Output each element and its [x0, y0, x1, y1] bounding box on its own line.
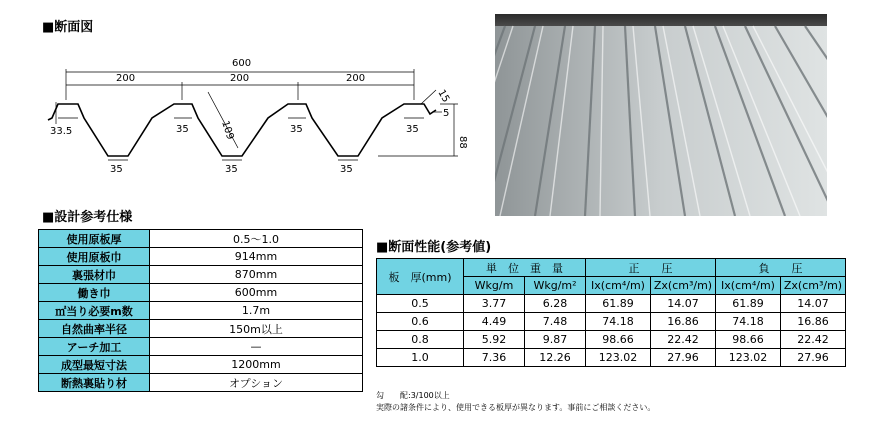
- perf-header-row-1: [377, 259, 846, 277]
- dim-bot3-label: 35: [340, 164, 353, 175]
- spec-row: [39, 284, 363, 302]
- perf-thickness-cell: 0.6: [377, 313, 464, 331]
- spec-label: 使用原板厚: [39, 230, 150, 248]
- perf-value-cell: 61.89: [716, 295, 781, 313]
- dim-slope-label: 109: [219, 119, 236, 142]
- spec-label: アーチ加工: [39, 338, 150, 356]
- perf-row: [377, 349, 846, 367]
- perf-sub-wkgm2: Wkg/m²: [525, 277, 586, 295]
- spec-label: 自然曲率半径: [39, 320, 150, 338]
- perf-value-cell: 98.66: [716, 331, 781, 349]
- spec-value: 870mm: [150, 266, 363, 284]
- spec-label: 成型最短寸法: [39, 356, 150, 374]
- spec-label: 働き巾: [39, 284, 150, 302]
- perf-value-cell: 14.07: [781, 295, 846, 313]
- roof-photo: [495, 14, 827, 216]
- perf-value-cell: 16.86: [781, 313, 846, 331]
- perf-group-positive: 正 圧: [586, 259, 716, 277]
- perf-value-cell: 16.86: [651, 313, 716, 331]
- dim-top4-label: 35: [406, 124, 419, 135]
- perf-sub-zx-neg: Zx(cm³/m): [781, 277, 846, 295]
- perf-value-cell: 27.96: [781, 349, 846, 367]
- perf-value-cell: 61.89: [586, 295, 651, 313]
- dim-lip-side-label: 5: [443, 108, 450, 119]
- spec-row: [39, 266, 363, 284]
- perf-thickness-cell: 1.0: [377, 349, 464, 367]
- spec-label: 使用原板巾: [39, 248, 150, 266]
- perf-value-cell: 27.96: [651, 349, 716, 367]
- spec-row: [39, 356, 363, 374]
- perf-thickness-cell: 0.5: [377, 295, 464, 313]
- spec-row: [39, 302, 363, 320]
- perf-value-cell: 22.42: [781, 331, 846, 349]
- spec-label: 裏張材巾: [39, 266, 150, 284]
- cross-section-drawing: [40, 52, 480, 184]
- perf-group-weight: 単 位 重 量: [464, 259, 586, 277]
- spec-table: [38, 229, 363, 392]
- perf-sub-wkgm: Wkg/m: [464, 277, 525, 295]
- spec-row: [39, 248, 363, 266]
- spec-value: 1200mm: [150, 356, 363, 374]
- spec-value: 150m以上: [150, 320, 363, 338]
- perf-value-cell: 123.02: [716, 349, 781, 367]
- perf-value-cell: 5.92: [464, 331, 525, 349]
- perf-value-cell: 6.28: [525, 295, 586, 313]
- spec-heading: ■設計参考仕様: [42, 210, 133, 225]
- perf-value-cell: 7.36: [464, 349, 525, 367]
- dim-lip-top-label: 15: [435, 88, 452, 105]
- spec-value: 600mm: [150, 284, 363, 302]
- perf-group-negative: 負 圧: [716, 259, 846, 277]
- profile-line: [48, 104, 436, 156]
- perf-heading: ■断面性能(参考値): [376, 240, 492, 255]
- dim-pitch3-label: 200: [346, 73, 366, 84]
- spec-value: オプション: [150, 374, 363, 392]
- spec-row: [39, 230, 363, 248]
- dim-pitch1-label: 200: [116, 73, 136, 84]
- perf-sub-ix-neg: Ix(cm⁴/m): [716, 277, 781, 295]
- perf-col-thickness: 板 厚(mm): [377, 259, 464, 295]
- dim-pitch2-label: 200: [230, 73, 250, 84]
- perf-value-cell: 3.77: [464, 295, 525, 313]
- dim-edge-label: 33.5: [50, 126, 73, 137]
- dim-top2-label: 35: [176, 124, 189, 135]
- spec-row: [39, 320, 363, 338]
- spec-value: —: [150, 338, 363, 356]
- dim-total-label: 600: [232, 58, 252, 69]
- spec-label: 断熱裏貼り材: [39, 374, 150, 392]
- perf-table: [376, 258, 846, 367]
- perf-value-cell: 74.18: [586, 313, 651, 331]
- spec-row: [39, 338, 363, 356]
- spec-value: 914mm: [150, 248, 363, 266]
- perf-value-cell: 98.66: [586, 331, 651, 349]
- dim-bot1-label: 35: [110, 164, 123, 175]
- perf-value-cell: 7.48: [525, 313, 586, 331]
- section-heading: ■断面図: [42, 20, 94, 35]
- dim-top3-label: 35: [290, 124, 303, 135]
- note-slope: 勾 配:3/100以上: [376, 391, 450, 400]
- spec-value: 0.5〜1.0: [150, 230, 363, 248]
- perf-row: [377, 313, 846, 331]
- perf-thickness-cell: 0.8: [377, 331, 464, 349]
- spec-value: 1.7m: [150, 302, 363, 320]
- perf-value-cell: 123.02: [586, 349, 651, 367]
- perf-row: [377, 331, 846, 349]
- perf-value-cell: 14.07: [651, 295, 716, 313]
- perf-value-cell: 12.26: [525, 349, 586, 367]
- perf-row: [377, 295, 846, 313]
- spec-label: ㎡当り必要m数: [39, 302, 150, 320]
- perf-value-cell: 4.49: [464, 313, 525, 331]
- perf-value-cell: 22.42: [651, 331, 716, 349]
- dim-bot2-label: 35: [225, 164, 238, 175]
- perf-sub-zx-pos: Zx(cm³/m): [651, 277, 716, 295]
- dim-height-label: 88: [457, 136, 468, 149]
- note-consult: 実際の諸条件により、使用できる板厚が異なります。事前にご相談ください。: [376, 403, 656, 412]
- perf-sub-ix-pos: Ix(cm⁴/m): [586, 277, 651, 295]
- spec-row: [39, 374, 363, 392]
- perf-value-cell: 74.18: [716, 313, 781, 331]
- perf-value-cell: 9.87: [525, 331, 586, 349]
